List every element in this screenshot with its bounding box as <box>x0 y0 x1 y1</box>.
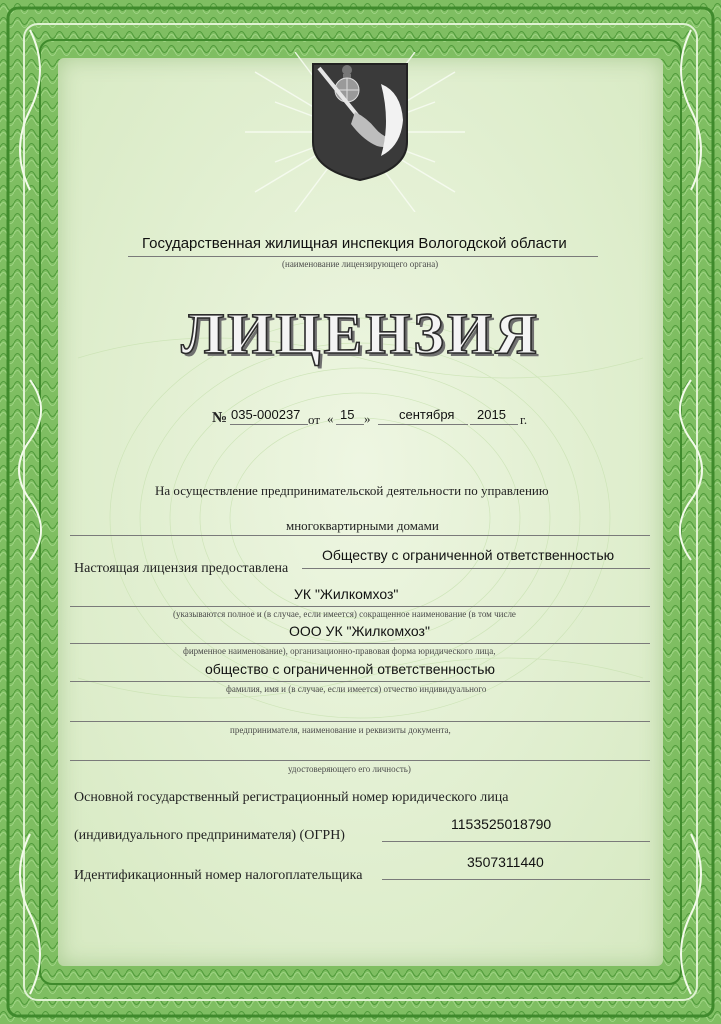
granted-label: Настоящая лицензия предоставлена <box>74 561 289 576</box>
inn-value: 3507311440 <box>467 854 544 870</box>
activity-line-2: многоквартирными домами <box>286 518 439 533</box>
from-label: от <box>308 412 321 427</box>
activity-line-1: На осуществление предпринимательской деятельности по управлению <box>155 483 549 498</box>
document-title: ЛИЦЕНЗИЯ <box>181 301 540 366</box>
day-underline <box>336 424 364 425</box>
holder-underline-3 <box>70 643 650 644</box>
year-underline <box>470 424 518 425</box>
holder-underline-4 <box>70 681 650 682</box>
holder-underline-2 <box>70 606 650 607</box>
holder-caption-3: фамилия, имя и (в случае, если имеется) отчество индивидуального <box>226 684 487 694</box>
holder-caption-2: фирменное наименование), организационно-правовая форма юридического лица, <box>183 646 496 656</box>
year-suffix: г. <box>520 412 528 427</box>
ogrn-label-1: Основной государственный регистрационный номер юридического лица <box>74 790 509 805</box>
ogrn-value: 1153525018790 <box>451 816 552 832</box>
ogrn-underline <box>382 841 650 842</box>
holder-underline-6 <box>70 760 650 761</box>
coat-of-arms-icon <box>311 62 409 182</box>
activity-underline <box>70 535 650 536</box>
inn-label: Идентификационный номер налогоплательщика <box>74 868 363 883</box>
month-underline <box>378 424 468 425</box>
authority-underline <box>128 256 598 257</box>
holder-short-name: ООО УК "Жилкомхоз" <box>289 623 430 639</box>
holder-full-name-2: УК "Жилкомхоз" <box>294 586 399 602</box>
holder-caption-5: удостоверяющего его личность) <box>288 764 411 774</box>
holder-caption-1: (указываются полное и (в случае, если имеется) сокращенное наименование (в том числе <box>173 609 516 619</box>
holder-full-name-1: Обществу с ограниченной ответственностью <box>322 547 615 563</box>
holder-legal-form: общество с ограниченной ответственностью <box>205 661 495 677</box>
holder-caption-4: предпринимателя, наименование и реквизиты документа, <box>230 725 451 735</box>
license-month: сентября <box>399 407 455 422</box>
quote-open: « <box>327 411 334 426</box>
number-prefix: № <box>212 410 228 426</box>
ogrn-label-2: (индивидуального предпринимателя) (ОГРН) <box>74 828 345 843</box>
issuing-authority: Государственная жилищная инспекция Вологодской области <box>142 235 567 252</box>
license-number: 035-000237 <box>231 407 301 422</box>
holder-underline-1 <box>302 568 650 569</box>
number-underline <box>230 424 308 425</box>
license-day: 15 <box>340 407 355 422</box>
inn-underline <box>382 879 650 880</box>
license-year: 2015 <box>477 407 506 422</box>
quote-close: » <box>364 411 371 426</box>
authority-caption: (наименование лицензирующего органа) <box>282 259 439 269</box>
holder-underline-5 <box>70 721 650 722</box>
